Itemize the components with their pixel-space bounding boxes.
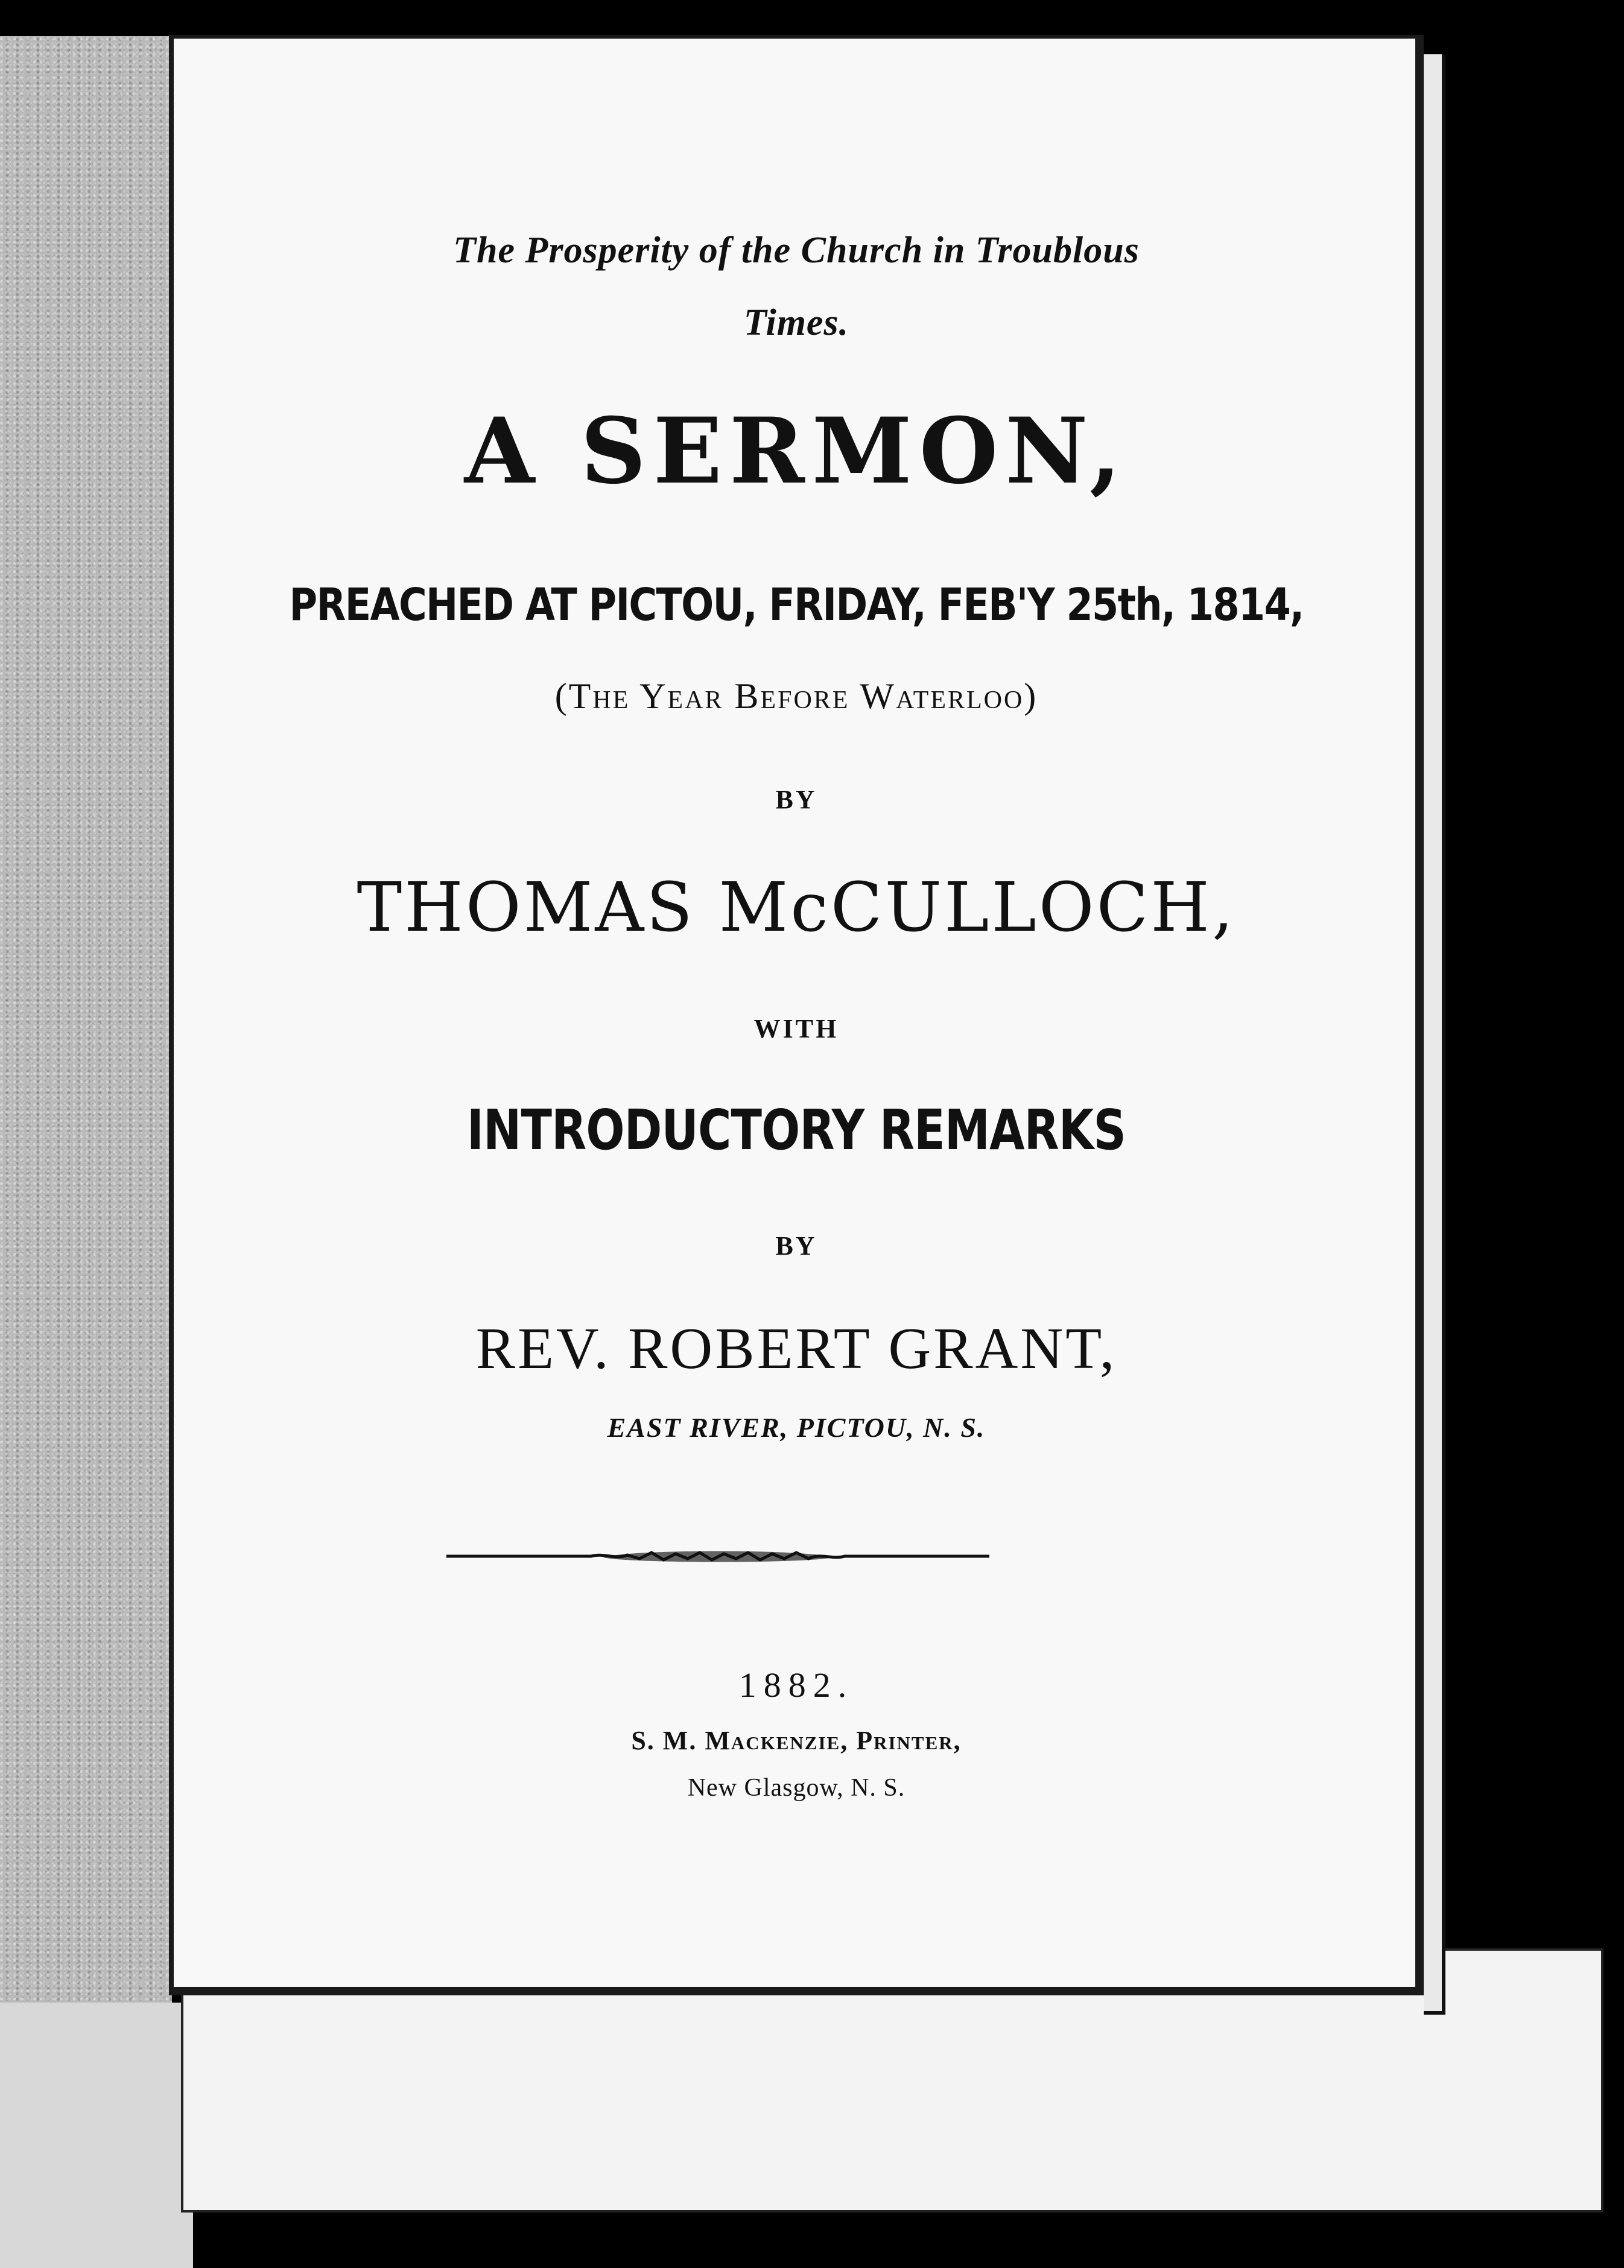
cover-strip [0, 36, 172, 2003]
by-label-1: BY [775, 785, 817, 814]
by-label-2: BY [775, 1231, 817, 1261]
remarks-heading: INTRODUCTORY REMARKS [466, 1098, 1126, 1162]
sermon-heading: A SERMON, [464, 398, 1129, 504]
printer-place: New Glasgow, N. S. [687, 1774, 906, 1802]
page-edge [1424, 54, 1445, 2015]
editor-name: REV. ROBERT GRANT, [475, 1316, 1117, 1381]
cover-strip-bottom [0, 2003, 193, 2268]
year-note: (The Year Before Waterloo) [554, 676, 1038, 716]
publication-year: 1882. [738, 1665, 854, 1705]
with-label: WITH [753, 1014, 839, 1044]
subject-line-1: The Prosperity of the Church in Troublous [453, 230, 1140, 271]
printer-name: S. M. Mackenzie, Printer, [631, 1726, 962, 1755]
subject-line-2: Times. [743, 302, 849, 343]
ornament-rule [446, 1544, 989, 1568]
editor-place: EAST RIVER, PICTOU, N. S. [607, 1412, 986, 1443]
author-name: THOMAS McCULLOCH, [357, 869, 1236, 947]
preached-line: PREACHED AT PICTOU, FRIDAY, FEB'Y 25th, 1814, [289, 579, 1304, 631]
